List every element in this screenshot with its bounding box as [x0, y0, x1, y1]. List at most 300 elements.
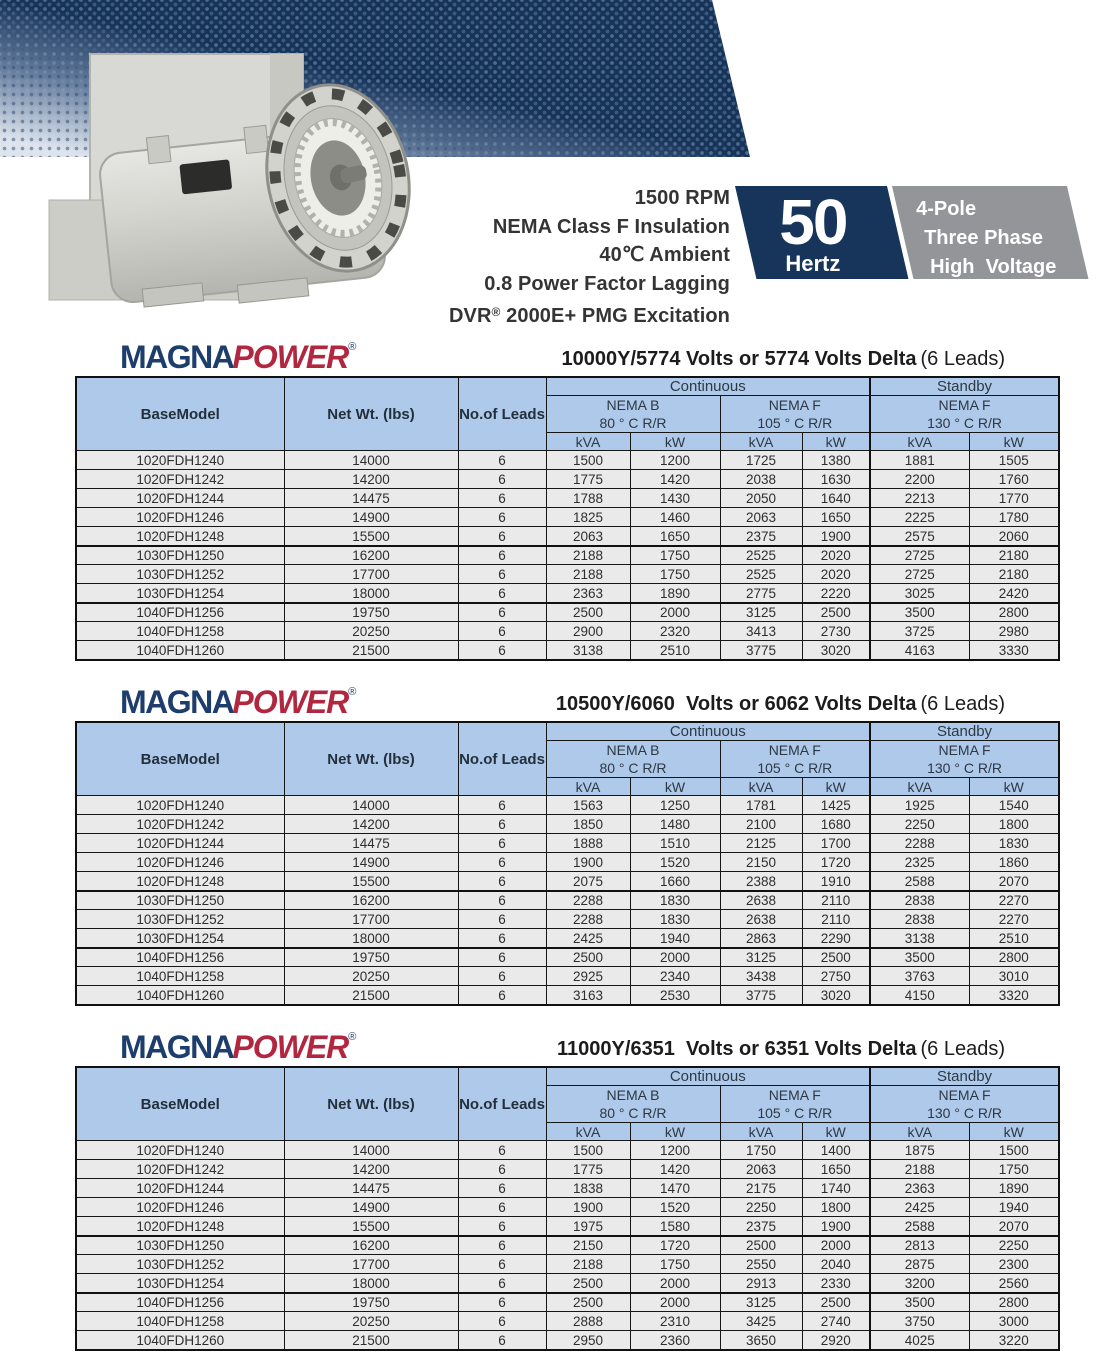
cell-model: 1030FDH1254 [76, 1274, 284, 1293]
table-title: 10500Y/6060 Volts or 6062 Volts Delta (6 Leads) [555, 693, 1005, 715]
cell-weight: 20250 [284, 622, 458, 641]
cell-kva: 3125 [720, 948, 802, 967]
col-kw: kW [630, 1123, 720, 1141]
col-standby: Standby [870, 1067, 1059, 1086]
cell-leads: 6 [458, 1236, 546, 1255]
col-nema-class: NEMA F 130 ° C R/R [870, 396, 1059, 433]
table-row [76, 451, 1059, 470]
cell-kva: 2363 [546, 584, 630, 603]
table-row [76, 1179, 1059, 1198]
cell-kw: 1500 [969, 1141, 1059, 1160]
cell-kw: 3010 [969, 967, 1059, 986]
cell-kva: 2375 [720, 527, 802, 546]
table-row [76, 470, 1059, 489]
cell-kw: 2340 [630, 967, 720, 986]
cell-kva: 2288 [870, 834, 969, 853]
col-continuous: Continuous [546, 1067, 870, 1086]
cell-kw: 2510 [630, 641, 720, 660]
cell-kw: 2040 [802, 1255, 870, 1274]
col-continuous: Continuous [546, 722, 870, 741]
cell-kw: 1860 [969, 853, 1059, 872]
cell-kw: 3020 [802, 986, 870, 1005]
spec-line: 1500 RPM [634, 187, 730, 209]
cell-kw: 1250 [630, 796, 720, 815]
spec-line: NEMA Class F Insulation [492, 215, 730, 238]
cell-weight: 20250 [284, 967, 458, 986]
cell-leads: 6 [458, 508, 546, 527]
col-netwt: Net Wt. (lbs) [284, 722, 458, 796]
cell-kva: 1563 [546, 796, 630, 815]
logo-power: POWER [232, 684, 349, 720]
cell-kw: 1720 [630, 1236, 720, 1255]
cell-kva: 3163 [546, 986, 630, 1005]
cell-kw: 2740 [802, 1312, 870, 1331]
cell-kw: 1760 [969, 470, 1059, 489]
cell-kw: 1940 [630, 929, 720, 948]
cell-kw: 1640 [802, 489, 870, 508]
cell-kw: 1420 [630, 1160, 720, 1179]
cell-kva: 2525 [720, 546, 802, 565]
cell-kva: 2213 [870, 489, 969, 508]
cell-kw: 2420 [969, 584, 1059, 603]
cell-kva: 1881 [870, 451, 969, 470]
col-kva: kVA [720, 778, 802, 796]
generator-image [35, 40, 455, 315]
cell-kva: 2725 [870, 546, 969, 565]
magnapower-logo [120, 341, 356, 373]
cell-kva: 2188 [546, 565, 630, 584]
cell-kva: 4025 [870, 1331, 969, 1350]
cell-weight: 17700 [284, 565, 458, 584]
cell-kva: 2838 [870, 891, 969, 910]
cell-kva: 2325 [870, 853, 969, 872]
cell-model: 1040FDH1260 [76, 986, 284, 1005]
cell-model: 1040FDH1260 [76, 641, 284, 660]
cell-model: 1020FDH1240 [76, 451, 284, 470]
cell-model: 1020FDH1242 [76, 470, 284, 489]
cell-kw: 2750 [802, 967, 870, 986]
cell-kw: 2270 [969, 910, 1059, 929]
table-row [76, 489, 1059, 508]
cell-leads: 6 [458, 546, 546, 565]
cell-weight: 18000 [284, 1274, 458, 1293]
registered-mark: ® [348, 686, 357, 698]
col-kw: kW [969, 1123, 1059, 1141]
cell-kw: 2800 [969, 1293, 1059, 1312]
cell-model: 1030FDH1254 [76, 584, 284, 603]
table-section-11000y [0, 1023, 1107, 1351]
cell-kva: 3138 [546, 641, 630, 660]
cell-kva: 2550 [720, 1255, 802, 1274]
cell-weight: 15500 [284, 872, 458, 891]
col-nema-class: NEMA F 130 ° C R/R [870, 1086, 1059, 1123]
cell-kva: 1850 [546, 815, 630, 834]
cell-kva: 2925 [546, 967, 630, 986]
col-kw: kW [969, 778, 1059, 796]
cell-kva: 2125 [720, 834, 802, 853]
cell-kw: 1425 [802, 796, 870, 815]
col-kva: kVA [546, 778, 630, 796]
cell-kw: 2300 [969, 1255, 1059, 1274]
cell-kva: 1750 [720, 1141, 802, 1160]
table-title: 11000Y/6351 Volts or 6351 Volts Delta (6 Leads) [557, 1038, 1005, 1060]
table-row [76, 1217, 1059, 1236]
cell-kw: 1650 [802, 508, 870, 527]
table-row [76, 1141, 1059, 1160]
cell-kva: 2575 [870, 527, 969, 546]
cell-kva: 3438 [720, 967, 802, 986]
cell-kva: 3200 [870, 1274, 969, 1293]
col-nema-class: NEMA B 80 ° C R/R [546, 741, 720, 778]
cell-kva: 2050 [720, 489, 802, 508]
cell-leads: 6 [458, 584, 546, 603]
cell-model: 1020FDH1248 [76, 1217, 284, 1236]
cell-kw: 2290 [802, 929, 870, 948]
cell-kva: 2900 [546, 622, 630, 641]
cell-kw: 1650 [630, 527, 720, 546]
col-nema-class: NEMA F 105 ° C R/R [720, 741, 870, 778]
table-row [76, 1198, 1059, 1217]
cell-kva: 3775 [720, 641, 802, 660]
col-leads: No.of Leads [458, 377, 546, 451]
cell-kw: 1505 [969, 451, 1059, 470]
table-body [76, 796, 1059, 1005]
table-row [76, 891, 1059, 910]
cell-kw: 2000 [630, 1274, 720, 1293]
cell-kva: 3500 [870, 1293, 969, 1312]
table-row [76, 986, 1059, 1005]
cell-kva: 2500 [546, 603, 630, 622]
cell-kva: 2725 [870, 565, 969, 584]
logo-power: POWER [232, 1029, 349, 1065]
cell-kva: 1888 [546, 834, 630, 853]
cell-kva: 1900 [546, 853, 630, 872]
cell-kw: 1800 [969, 815, 1059, 834]
col-kva: kVA [546, 1123, 630, 1141]
cell-kw: 1650 [802, 1160, 870, 1179]
col-kva: kVA [546, 433, 630, 451]
magnapower-logo [120, 686, 356, 718]
cell-weight: 14900 [284, 508, 458, 527]
magnapower-logo [120, 1031, 356, 1063]
cell-kw: 3330 [969, 641, 1059, 660]
cell-weight: 16200 [284, 546, 458, 565]
cell-weight: 17700 [284, 1255, 458, 1274]
pole-line: 4-Pole [916, 198, 977, 220]
cell-kva: 2775 [720, 584, 802, 603]
cell-kva: 2863 [720, 929, 802, 948]
cell-kw: 2980 [969, 622, 1059, 641]
cell-kw: 1430 [630, 489, 720, 508]
cell-kw: 1890 [969, 1179, 1059, 1198]
cell-kva: 2875 [870, 1255, 969, 1274]
table-row [76, 1312, 1059, 1331]
cell-model: 1030FDH1252 [76, 565, 284, 584]
logo-magna: MAGNA [120, 684, 234, 720]
cell-kw: 2310 [630, 1312, 720, 1331]
cell-kva: 4150 [870, 986, 969, 1005]
cell-kw: 2530 [630, 986, 720, 1005]
cell-kw: 1910 [802, 872, 870, 891]
pole-line: High Voltage [930, 256, 1057, 278]
cell-model: 1030FDH1252 [76, 1255, 284, 1274]
cell-model: 1040FDH1258 [76, 1312, 284, 1331]
cell-leads: 6 [458, 834, 546, 853]
cell-model: 1020FDH1242 [76, 815, 284, 834]
cell-leads: 6 [458, 796, 546, 815]
cell-weight: 14475 [284, 834, 458, 853]
cell-kva: 2638 [720, 910, 802, 929]
col-kva: kVA [720, 1123, 802, 1141]
table-title: 10000Y/5774 Volts or 5774 Volts Delta (6 Leads) [561, 348, 1005, 370]
cell-kva: 1875 [870, 1141, 969, 1160]
cell-model: 1030FDH1250 [76, 891, 284, 910]
cell-weight: 14200 [284, 470, 458, 489]
registered-mark: ® [491, 305, 501, 320]
cell-kva: 1975 [546, 1217, 630, 1236]
cell-kva: 3025 [870, 584, 969, 603]
cell-model: 1040FDH1256 [76, 1293, 284, 1312]
cell-kw: 2000 [630, 1293, 720, 1312]
cell-weight: 14000 [284, 796, 458, 815]
col-leads: No.of Leads [458, 1067, 546, 1141]
cell-kw: 2730 [802, 622, 870, 641]
table-row [76, 948, 1059, 967]
cell-leads: 6 [458, 910, 546, 929]
cell-kw: 1420 [630, 470, 720, 489]
cell-leads: 6 [458, 489, 546, 508]
cell-kva: 2288 [546, 891, 630, 910]
cell-kw: 2800 [969, 948, 1059, 967]
spec-line: 0.8 Power Factor Lagging [484, 272, 730, 295]
col-standby: Standby [870, 722, 1059, 741]
table-row [76, 508, 1059, 527]
cell-kva: 3775 [720, 986, 802, 1005]
cell-kw: 2000 [630, 948, 720, 967]
cell-kva: 3650 [720, 1331, 802, 1350]
cell-kva: 2500 [546, 1293, 630, 1312]
cell-leads: 6 [458, 815, 546, 834]
col-nema-class: NEMA B 80 ° C R/R [546, 1086, 720, 1123]
cell-weight: 16200 [284, 1236, 458, 1255]
cell-leads: 6 [458, 948, 546, 967]
col-basemodel: BaseModel [76, 1067, 284, 1141]
cell-kva: 4163 [870, 641, 969, 660]
table-row [76, 834, 1059, 853]
col-basemodel: BaseModel [76, 377, 284, 451]
cell-kva: 2063 [720, 508, 802, 527]
col-kva: kVA [870, 778, 969, 796]
cell-kva: 2188 [870, 1160, 969, 1179]
cell-leads: 6 [458, 891, 546, 910]
cell-kva: 2225 [870, 508, 969, 527]
table-section-10000y [0, 333, 1107, 661]
frequency-value: 50 [779, 186, 847, 258]
cell-kw: 3320 [969, 986, 1059, 1005]
col-continuous: Continuous [546, 377, 870, 396]
table-row [76, 1331, 1059, 1350]
cell-kw: 3220 [969, 1331, 1059, 1350]
cell-kw: 1580 [630, 1217, 720, 1236]
cell-leads: 6 [458, 853, 546, 872]
cell-model: 1020FDH1240 [76, 796, 284, 815]
col-netwt: Net Wt. (lbs) [284, 377, 458, 451]
cell-leads: 6 [458, 603, 546, 622]
cell-kw: 2500 [802, 603, 870, 622]
cell-kva: 2588 [870, 1217, 969, 1236]
cell-leads: 6 [458, 1274, 546, 1293]
cell-leads: 6 [458, 1217, 546, 1236]
cell-kw: 1660 [630, 872, 720, 891]
cell-kva: 2813 [870, 1236, 969, 1255]
cell-kva: 2063 [546, 527, 630, 546]
cell-weight: 16200 [284, 891, 458, 910]
cell-kw: 1830 [630, 891, 720, 910]
cell-leads: 6 [458, 1160, 546, 1179]
pole-badge [892, 186, 1088, 279]
cell-kw: 2270 [969, 891, 1059, 910]
cell-kva: 1775 [546, 470, 630, 489]
cell-kw: 2500 [802, 948, 870, 967]
cell-weight: 14000 [284, 451, 458, 470]
col-nema-class: NEMA F 130 ° C R/R [870, 741, 1059, 778]
cell-leads: 6 [458, 1312, 546, 1331]
cell-kva: 2375 [720, 1217, 802, 1236]
cell-kva: 3763 [870, 967, 969, 986]
cell-weight: 18000 [284, 929, 458, 948]
table-header [76, 1067, 1059, 1141]
cell-kva: 3138 [870, 929, 969, 948]
cell-kva: 2425 [870, 1198, 969, 1217]
cell-kw: 3000 [969, 1312, 1059, 1331]
table-row [76, 1160, 1059, 1179]
table-row [76, 603, 1059, 622]
cell-kw: 2070 [969, 872, 1059, 891]
cell-model: 1020FDH1244 [76, 1179, 284, 1198]
cell-kva: 2150 [546, 1236, 630, 1255]
cell-kw: 2180 [969, 546, 1059, 565]
table-section-10500y [0, 678, 1107, 1006]
cell-kva: 2250 [720, 1198, 802, 1217]
cell-kva: 2525 [720, 565, 802, 584]
cell-kw: 1890 [630, 584, 720, 603]
cell-model: 1040FDH1258 [76, 967, 284, 986]
ratings-table [75, 1066, 1060, 1351]
cell-kva: 2638 [720, 891, 802, 910]
cell-model: 1040FDH1260 [76, 1331, 284, 1350]
table-row [76, 796, 1059, 815]
spec-list [449, 184, 730, 331]
cell-leads: 6 [458, 641, 546, 660]
cell-weight: 14900 [284, 853, 458, 872]
cell-kw: 1400 [802, 1141, 870, 1160]
cell-kw: 1470 [630, 1179, 720, 1198]
cell-model: 1020FDH1248 [76, 527, 284, 546]
cell-kva: 2100 [720, 815, 802, 834]
cell-kva: 2363 [870, 1179, 969, 1198]
cell-kw: 2020 [802, 565, 870, 584]
cell-kw: 2000 [630, 603, 720, 622]
cell-kva: 2950 [546, 1331, 630, 1350]
cell-weight: 18000 [284, 584, 458, 603]
cell-leads: 6 [458, 451, 546, 470]
cell-kw: 2020 [802, 546, 870, 565]
cell-kva: 2500 [546, 1274, 630, 1293]
col-nema-class: NEMA F 105 ° C R/R [720, 396, 870, 433]
col-kw: kW [969, 433, 1059, 451]
cell-kva: 2388 [720, 872, 802, 891]
cell-weight: 14200 [284, 815, 458, 834]
col-netwt: Net Wt. (lbs) [284, 1067, 458, 1141]
cell-weight: 19750 [284, 948, 458, 967]
cell-leads: 6 [458, 1198, 546, 1217]
cell-kva: 1500 [546, 1141, 630, 1160]
cell-kva: 3500 [870, 603, 969, 622]
cell-kva: 1900 [546, 1198, 630, 1217]
table-row [76, 910, 1059, 929]
col-standby: Standby [870, 377, 1059, 396]
cell-kw: 1900 [802, 1217, 870, 1236]
table-row [76, 565, 1059, 584]
cell-kva: 2188 [546, 1255, 630, 1274]
registered-mark: ® [348, 341, 357, 353]
cell-weight: 14475 [284, 1179, 458, 1198]
cell-weight: 15500 [284, 527, 458, 546]
cell-kw: 2920 [802, 1331, 870, 1350]
cell-kva: 2588 [870, 872, 969, 891]
cell-model: 1020FDH1246 [76, 1198, 284, 1217]
cell-kw: 1830 [630, 910, 720, 929]
cell-kw: 2060 [969, 527, 1059, 546]
cell-kva: 1825 [546, 508, 630, 527]
cell-model: 1030FDH1250 [76, 1236, 284, 1255]
cell-kw: 1750 [630, 546, 720, 565]
cell-kva: 2250 [870, 815, 969, 834]
cell-kva: 1925 [870, 796, 969, 815]
spec-line-dvr: DVR® 2000E+ PMG Excitation [449, 305, 730, 328]
cell-model: 1030FDH1252 [76, 910, 284, 929]
cell-kva: 2838 [870, 910, 969, 929]
table-row [76, 815, 1059, 834]
table-row [76, 1274, 1059, 1293]
cell-model: 1040FDH1256 [76, 948, 284, 967]
cell-kw: 2320 [630, 622, 720, 641]
table-row [76, 967, 1059, 986]
cell-model: 1020FDH1240 [76, 1141, 284, 1160]
table-body [76, 451, 1059, 660]
cell-kw: 1780 [969, 508, 1059, 527]
cell-kva: 2913 [720, 1274, 802, 1293]
cell-model: 1020FDH1246 [76, 508, 284, 527]
logo-magna: MAGNA [120, 339, 234, 375]
col-kw: kW [630, 433, 720, 451]
cell-weight: 15500 [284, 1217, 458, 1236]
cell-weight: 19750 [284, 603, 458, 622]
col-kw: kW [802, 433, 870, 451]
table-row [76, 641, 1059, 660]
col-kva: kVA [870, 433, 969, 451]
cell-leads: 6 [458, 929, 546, 948]
cell-kva: 3413 [720, 622, 802, 641]
table-row [76, 584, 1059, 603]
table-body [76, 1141, 1059, 1350]
cell-kw: 1830 [969, 834, 1059, 853]
cell-kw: 1720 [802, 853, 870, 872]
cell-kw: 1750 [630, 565, 720, 584]
cell-kw: 1520 [630, 1198, 720, 1217]
cell-kva: 3125 [720, 603, 802, 622]
cell-kva: 2500 [546, 948, 630, 967]
